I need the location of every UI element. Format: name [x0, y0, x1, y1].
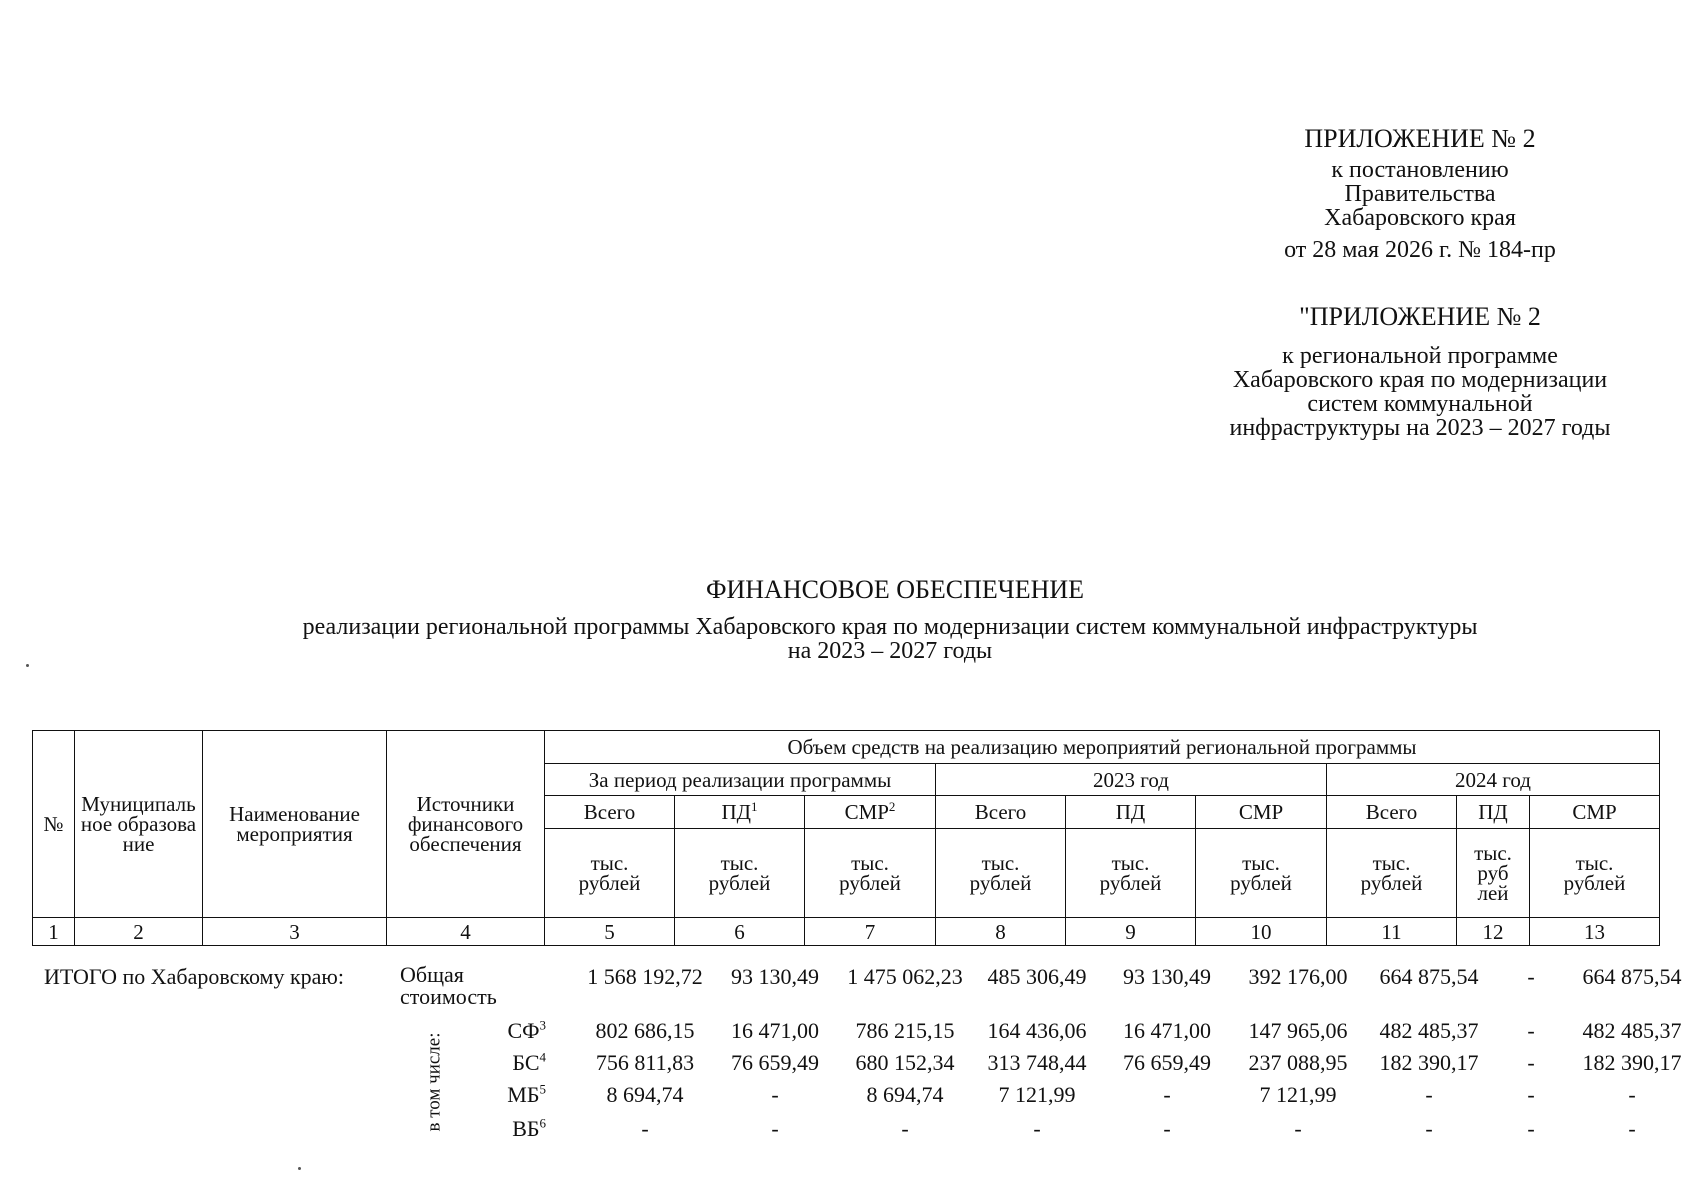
annex-date: от 28 мая 2026 г. № 184-пр	[1284, 237, 1556, 263]
year-2024-header: 2024 год	[1327, 764, 1660, 796]
value-cell: 7 121,99	[998, 1082, 1076, 1107]
value-cell: 802 686,15	[595, 1018, 695, 1043]
source-footnote: 3	[539, 1017, 546, 1033]
value-cell: -	[1033, 1116, 1041, 1141]
col-sources-header: Источники финансового обеспечения	[387, 731, 545, 918]
col-index: 1	[33, 918, 75, 946]
value-cell: 76 659,49	[1123, 1050, 1211, 1075]
value-cell: 313 748,44	[987, 1050, 1087, 1075]
annex-line-2: Правительства	[1344, 181, 1496, 207]
y2023-pd-header: ПД	[1066, 796, 1196, 829]
source-code: ВБ	[512, 1116, 540, 1141]
value-cell: -	[1628, 1116, 1636, 1141]
value-cell: 482 485,37	[1582, 1018, 1682, 1043]
y2024-smr-header: СМР	[1530, 796, 1660, 829]
source-label	[502, 1018, 546, 1044]
value-cell: 680 152,34	[855, 1050, 955, 1075]
value-cell: 76 659,49	[731, 1050, 819, 1075]
col-index: 7	[805, 918, 936, 946]
value-cell: 147 965,06	[1248, 1018, 1348, 1043]
value-cell: -	[771, 1082, 779, 1107]
period-total-header: За период реализации программы	[545, 764, 936, 796]
document-title: ФИНАНСОВОЕ ОБЕСПЕЧЕНИЕ	[705, 575, 1085, 604]
unit-cell: тыс. рублей	[675, 829, 805, 918]
annex-title: ПРИЛОЖЕНИЕ № 2	[1304, 124, 1536, 153]
annex-program-title: "ПРИЛОЖЕНИЕ № 2	[1299, 302, 1541, 331]
annex-program-line-4: инфраструктуры на 2023 – 2027 годы	[1229, 415, 1611, 441]
source-code: МБ	[507, 1082, 540, 1107]
source-code: СФ	[507, 1018, 540, 1043]
value-cell: 182 390,17	[1582, 1050, 1682, 1075]
funding-volume-header: Объем средств на реализацию мероприятий региональной программы	[545, 731, 1660, 764]
unit-cell: тыс. рублей	[1196, 829, 1327, 918]
annex-program-line-2: Хабаровского края по модернизации	[1232, 367, 1608, 393]
total-value: 392 176,00	[1248, 964, 1348, 989]
value-cell: 237 088,95	[1248, 1050, 1348, 1075]
col-event-name-header: Наименование мероприятия	[203, 731, 387, 918]
period-pd-header: $ПД^1$	[675, 796, 805, 829]
total-label: ИТОГО по Хабаровскому краю:	[44, 964, 344, 989]
col-index: 4	[387, 918, 545, 946]
total-value: 1 475 062,23	[847, 964, 963, 989]
col-municipality-header: Муниципальное образование	[75, 731, 203, 918]
document-subtitle-line-2: на 2023 – 2027 годы	[787, 638, 993, 664]
value-cell: -	[1294, 1116, 1302, 1141]
value-cell: -	[1527, 1082, 1535, 1107]
included-vertical-label	[408, 1032, 460, 1132]
source-label	[502, 1116, 546, 1142]
year-2023-header: 2023 год	[936, 764, 1327, 796]
unit-cell: тыс. рублей	[545, 829, 675, 918]
total-value: 1 568 192,72	[587, 964, 703, 989]
col-index: 10	[1196, 918, 1327, 946]
col-index: 9	[1066, 918, 1196, 946]
value-cell: -	[1527, 1116, 1535, 1141]
value-cell: -	[771, 1116, 779, 1141]
value-cell: -	[901, 1116, 909, 1141]
value-cell: -	[1527, 1018, 1535, 1043]
col-index: 8	[936, 918, 1066, 946]
total-value: 664 875,54	[1582, 964, 1682, 989]
document-subtitle-line-1: реализации региональной программы Хабаровского края по модернизации систем коммунальной инфраструктуры	[302, 614, 1478, 640]
unit-cell-narrow: тыс. руб лей	[1457, 829, 1530, 918]
unit-cell: тыс. рублей	[1327, 829, 1457, 918]
value-cell: 8 694,74	[606, 1082, 684, 1107]
col-index: 11	[1327, 918, 1457, 946]
source-code: БС	[512, 1050, 540, 1075]
value-cell: -	[1425, 1082, 1433, 1107]
value-cell: 482 485,37	[1379, 1018, 1479, 1043]
annex-program-line-3: систем коммунальной	[1307, 391, 1533, 417]
source-label	[502, 1082, 546, 1108]
y2024-pd-header: ПД	[1457, 796, 1530, 829]
total-value: -	[1527, 964, 1535, 989]
y2024-total-header: Всего	[1327, 796, 1457, 829]
total-value: 664 875,54	[1379, 964, 1479, 989]
total-source: Общая стоимость	[400, 962, 497, 1009]
col-number-header: №	[33, 731, 75, 918]
annex-line-1: к постановлению	[1331, 157, 1509, 183]
value-cell: 8 694,74	[866, 1082, 944, 1107]
financing-table	[32, 730, 1660, 946]
col-index: 13	[1530, 918, 1660, 946]
value-cell: 16 471,00	[731, 1018, 819, 1043]
value-cell: 756 811,83	[595, 1050, 695, 1075]
unit-cell: тыс. рублей	[805, 829, 936, 918]
source-footnote: 4	[539, 1049, 546, 1065]
value-cell: 16 471,00	[1123, 1018, 1211, 1043]
value-cell: -	[1163, 1082, 1171, 1107]
total-value: 93 130,49	[731, 964, 819, 989]
y2023-smr-header: СМР	[1196, 796, 1327, 829]
document-subtitle	[190, 615, 1590, 663]
value-cell: -	[1628, 1082, 1636, 1107]
source-footnote: 6	[539, 1115, 546, 1131]
y2023-total-header: Всего	[936, 796, 1066, 829]
total-value: 93 130,49	[1123, 964, 1211, 989]
col-index: 6	[675, 918, 805, 946]
value-cell: 182 390,17	[1379, 1050, 1479, 1075]
period-smr-header: СМР$^2$	[805, 796, 936, 829]
annex-header	[1180, 124, 1660, 262]
unit-cell: тыс. рублей	[1530, 829, 1660, 918]
value-cell: -	[1163, 1116, 1171, 1141]
col-index: 12	[1457, 918, 1530, 946]
value-cell: 164 436,06	[987, 1018, 1087, 1043]
source-label	[502, 1050, 546, 1076]
included-label-text: в том числе:	[423, 1032, 445, 1132]
annex-program-header	[1180, 302, 1660, 440]
annex-program-line-1: к региональной программе	[1282, 343, 1558, 369]
scan-dot	[298, 1167, 301, 1170]
period-total-all-header: Всего	[545, 796, 675, 829]
source-footnote: 5	[539, 1081, 546, 1097]
col-index: 5	[545, 918, 675, 946]
col-index: 3	[203, 918, 387, 946]
value-cell: 786 215,15	[855, 1018, 955, 1043]
value-cell: -	[1527, 1050, 1535, 1075]
unit-cell: тыс. рублей	[936, 829, 1066, 918]
col-index: 2	[75, 918, 203, 946]
unit-cell: тыс. рублей	[1066, 829, 1196, 918]
total-value: 485 306,49	[987, 964, 1087, 989]
scan-dot	[26, 664, 29, 667]
value-cell: -	[1425, 1116, 1433, 1141]
value-cell: -	[641, 1116, 649, 1141]
value-cell: 7 121,99	[1259, 1082, 1337, 1107]
annex-line-3: Хабаровского края	[1324, 205, 1516, 231]
